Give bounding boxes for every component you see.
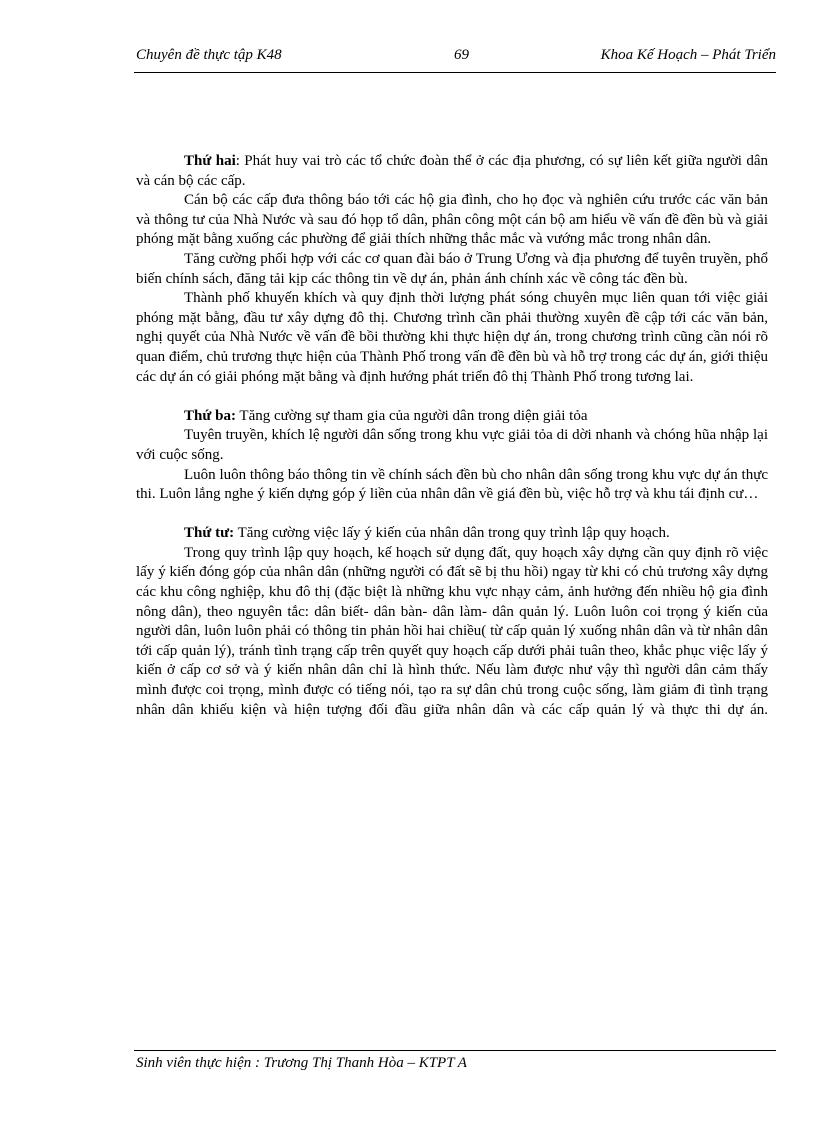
section-label-thu-ba: Thứ ba: <box>184 407 236 424</box>
section-label-thu-hai: Thứ hai <box>184 153 236 169</box>
paragraph: Trong quy trình lập quy hoạch, kế hoạch sử dụng đất, quy hoạch xây dựng cần quy định rõ việc lấy ý kiến đóng góp của nhân dân (những người có đất sẽ bị thu hồi) ngay từ khi có chủ trương xây dựng các khu công nghiệp, khu đô thị (đặc biệt là những khu vực nhạy cảm, ảnh hưởng đến nhiều hộ gia đình nông dân), theo nguyên tắc: dân biết- dân bàn- dân làm- dân quản lý. Luôn luôn coi trọng ý kiến của người dân, luôn luôn phải có thông tin phản hồi hai chiều( từ cấp quản lý xuống nhân dân và từ nhân dân tới cấp quản lý), tránh tình trạng cấp trên quyết quy hoạch cấp dưới phải tuân theo, khắc phục việc lấy ý kiến ở cấp cơ sở và ý kiến nhân dân chỉ là hình thức. Nếu làm được như vậy thì người dân cảm thấy mình được coi trọng, mình được có tiếng nói, tạo ra sự dân chủ trong cuộc sống, làm giảm đi tình trạng nhân dân khiếu kiện và hiện tượng đối đầu giữa nhân dân và các cấp quản lý và thực thi dự án. <box>136 544 768 718</box>
document-body <box>136 152 768 720</box>
page-footer: Sinh viên thực hiện : Trương Thị Thanh Hòa – KTPT A <box>136 1055 467 1071</box>
header-faculty: Khoa Kế Hoạch – Phát Triển <box>600 47 776 63</box>
paragraph-thu-tu <box>136 524 768 544</box>
paragraph: Tuyên truyền, khích lệ người dân sống trong khu vực giải tỏa di dời nhanh và chóng hũa nhập lại với cuộc sống. <box>136 427 768 463</box>
section-heading-thu-ba: Tăng cường sự tham gia của người dân trong diện giải tỏa <box>235 407 588 424</box>
header-course-title: Chuyên đề thực tập K48 <box>136 47 282 63</box>
section-heading-thu-hai: : Phát huy vai trò các tổ chức đoàn thể ở các địa phương, có sự liên kết giữa người dân và cán bộ các cấp. <box>136 153 768 189</box>
paragraph: Cán bộ các cấp đưa thông báo tới các hộ gia đình, cho họ đọc và nghiên cứu trước các văn bản và thông tư của Nhà Nước và sau đó họp tổ dân, phân công một cán bộ am hiểu về vấn đề đền bù và giải phóng mặt bằng xuống các phường để giải thích những thắc mắc và vướng mắc trong nhân dân. <box>136 192 768 248</box>
paragraph-thu-hai <box>136 152 768 191</box>
paragraph-thu-ba <box>136 407 768 427</box>
section-heading-thu-tu: Tăng cường việc lấy ý kiến của nhân dân trong quy trình lập quy hoạch. <box>234 525 670 542</box>
section-label-thu-tu: Thứ tư: <box>184 525 235 542</box>
page-number: 69 <box>454 47 469 63</box>
header-divider <box>134 72 776 73</box>
paragraph: Thành phố khuyến khích và quy định thời lượng phát sóng chuyên mục liên quan tới việc giải phóng mặt bằng, đầu tư xây dựng đô thị. Chương trình cần phải thường xuyên đề cập tới các văn bản, nghị quyết của Nhà Nước về vấn đề bồi thường khi thực hiện dự án, trong chương trình cũng cần nói rõ quan điểm, chủ trương thực hiện của Thành Phố trong vấn đề đền bù và hỗ trợ trong các dự án, giới thiệu các dự án có giải phóng mặt bằng và định hướng phát triển đô thị Thành Phố trong tương lai. <box>136 290 768 385</box>
page-header <box>136 47 776 69</box>
paragraph: Luôn luôn thông báo thông tin về chính sách đền bù cho nhân dân sống trong khu vực dự án thực thi. Luôn lắng nghe ý kiến dựng góp ý liền của nhân dân về giá đền bù, việc hỗ trợ và khu tái định cư… <box>136 466 768 503</box>
paragraph: Tăng cường phối hợp với các cơ quan đài báo ở Trung Ương và địa phương để tuyên truyền, phổ biến chính sách, đăng tải kịp các thông tin về dự án, phản ánh chính xác về công tác đền bù. <box>136 250 768 287</box>
footer-divider <box>134 1050 776 1051</box>
